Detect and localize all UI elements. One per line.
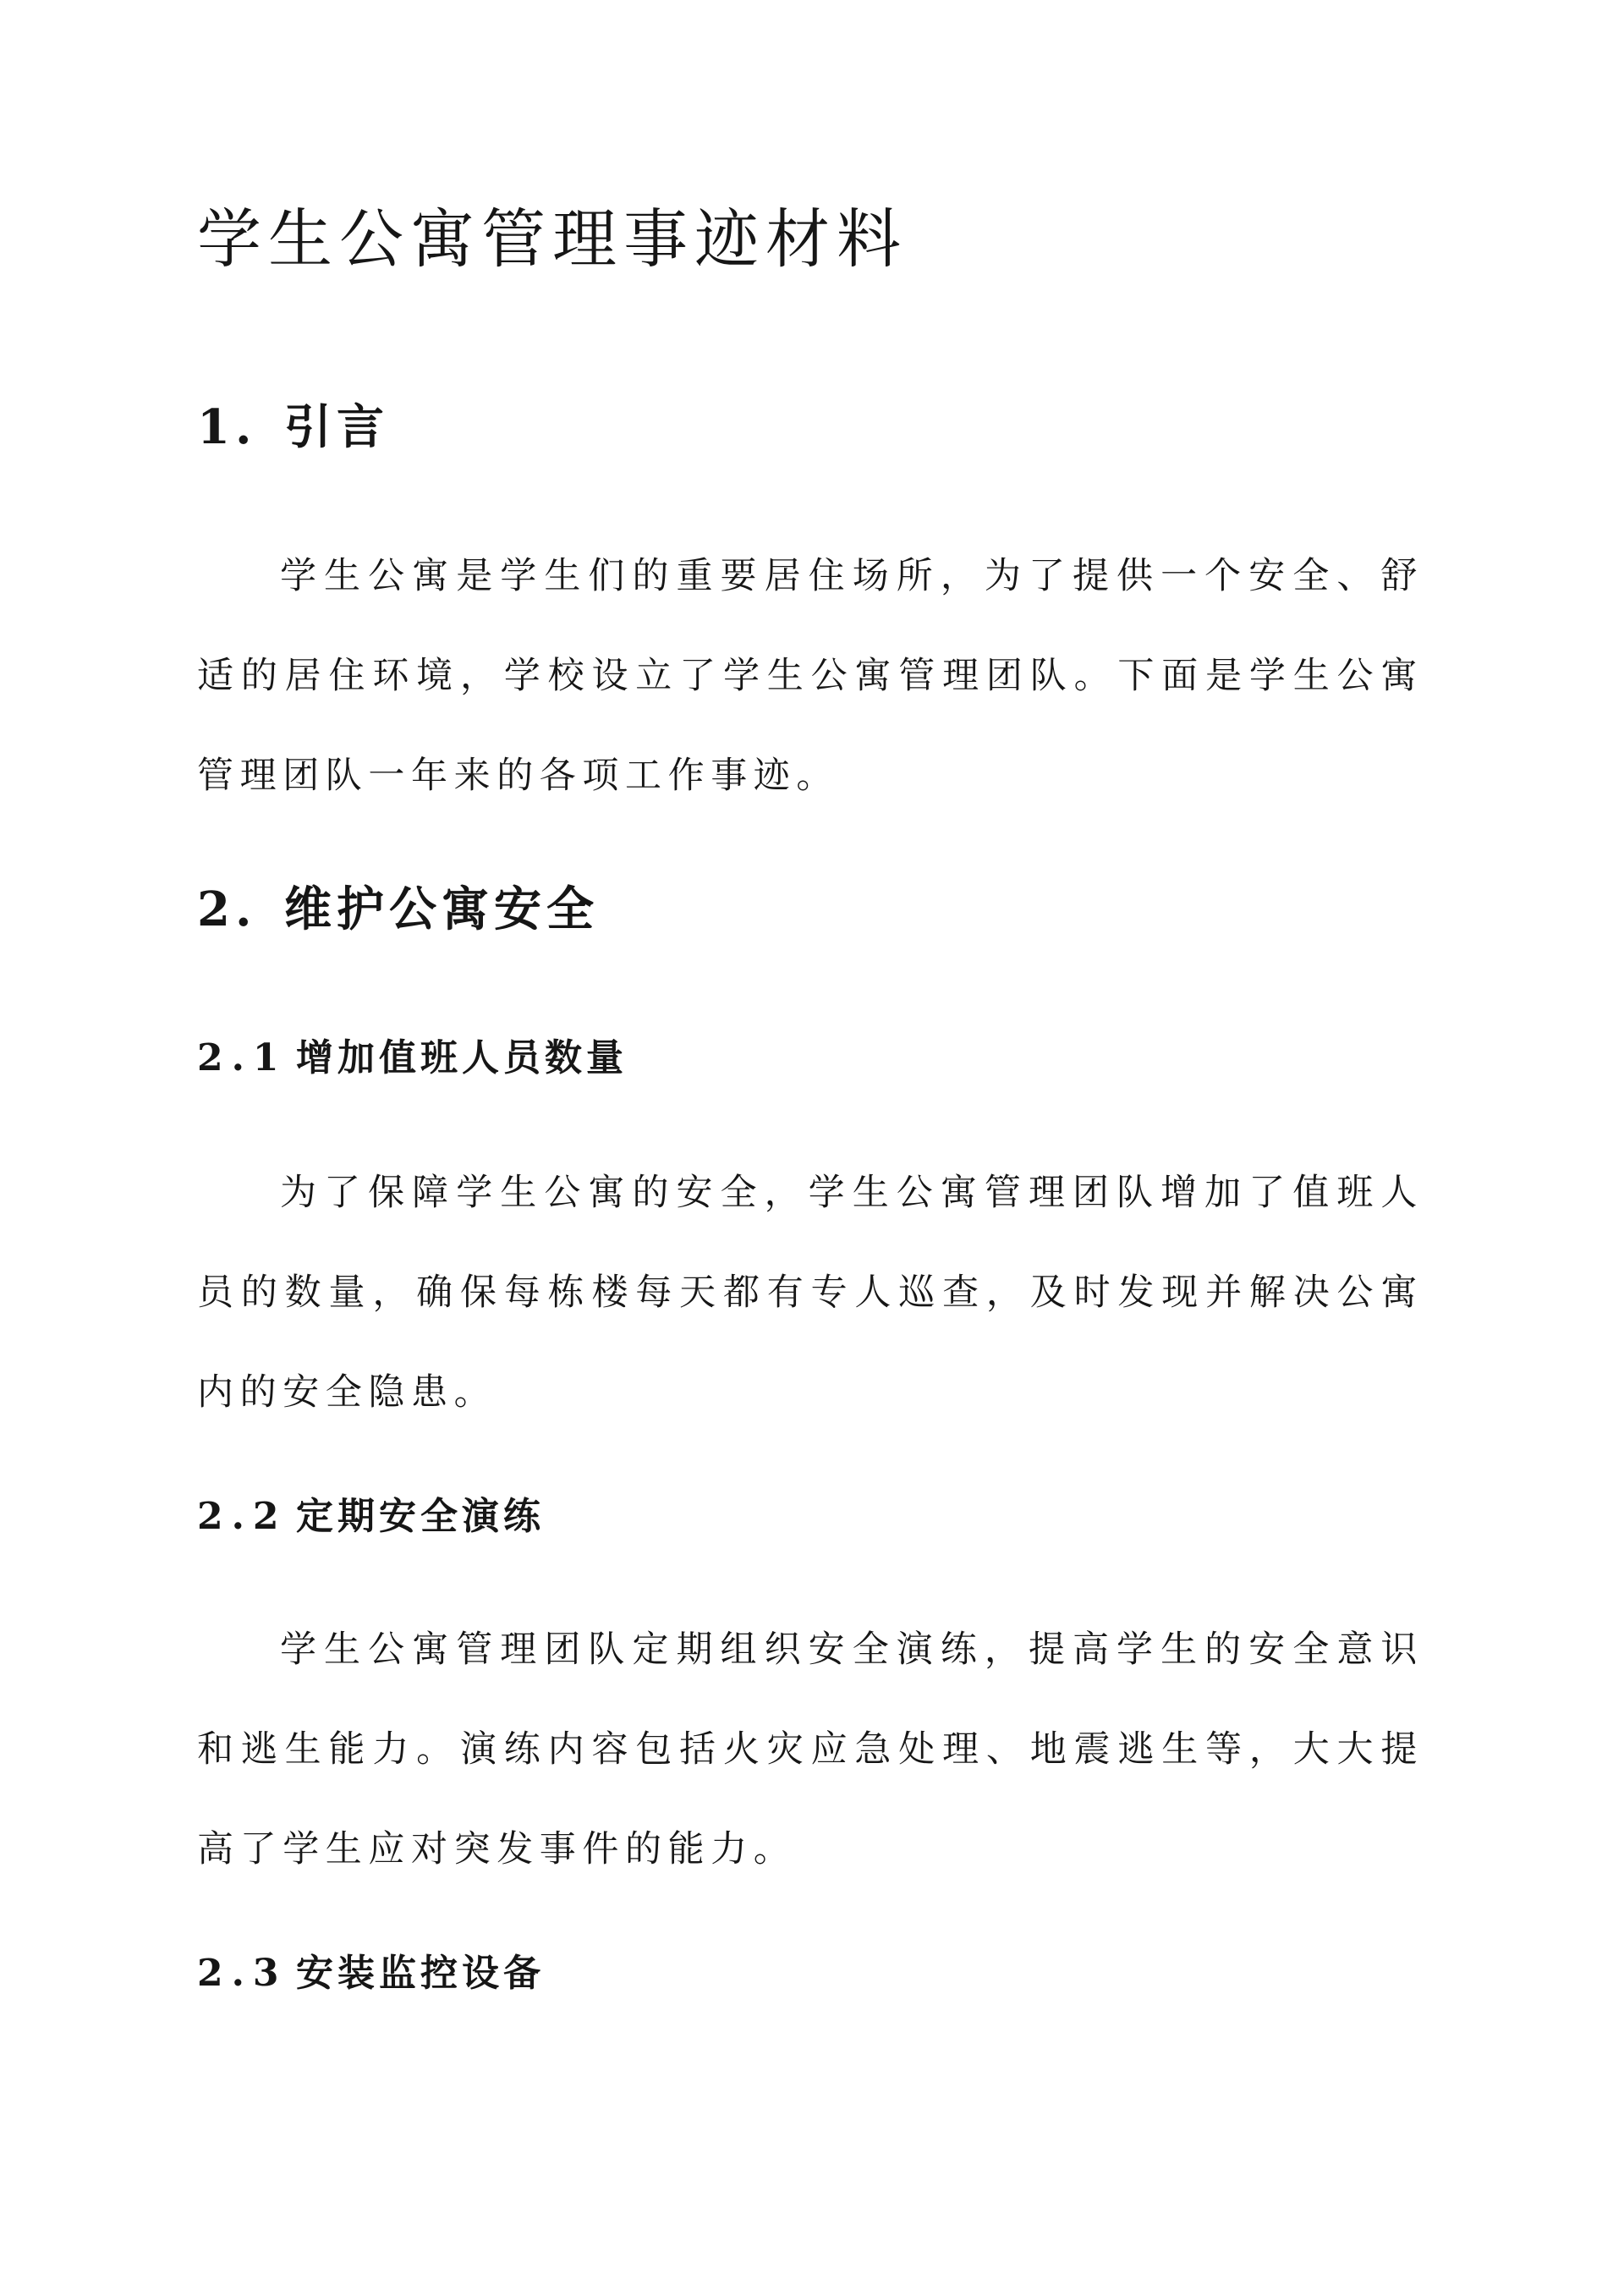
subsection-title: 定期安全演练 (296, 1495, 545, 1538)
subsection-heading-2-1 (197, 1035, 628, 1082)
subsection-heading-2-2 (197, 1493, 545, 1541)
subsection-title: 增加值班人员数量 (296, 1036, 628, 1079)
intro-paragraph: 学生公寓是学生们的重要居住场所，为了提供一个安全、舒适的居住环境，学校设立了学生公寓管理团队。下面是学生公寓管理团队一年来的各项工作事迹。 (197, 555, 1424, 797)
subsection-2-2-paragraph: 学生公寓管理团队定期组织安全演练，提高学生的安全意识和逃生能力。演练内容包括火灾应急处理、地震逃生等，大大提高了学生应对突发事件的能力。 (197, 1629, 1424, 1870)
section-title: 引言 (284, 399, 389, 455)
document-title: 学生公寓管理事迹材料 (197, 201, 908, 277)
section-title: 维护公寓安全 (284, 882, 599, 937)
subsection-number: 2.1 (197, 1036, 288, 1079)
subsection-heading-2-3 (197, 1950, 545, 1997)
section-number: 2. (197, 882, 257, 937)
subsection-title: 安装监控设备 (296, 1952, 545, 1995)
subsection-number: 2.3 (197, 1952, 288, 1995)
subsection-2-1-paragraph: 为了保障学生公寓的安全，学生公寓管理团队增加了值班人员的数量，确保每栋楼每天都有专人巡查，及时发现并解决公寓内的安全隐患。 (197, 1172, 1424, 1414)
subsection-number: 2.2 (197, 1495, 288, 1538)
section-number: 1. (197, 399, 257, 455)
section-heading-safety (197, 880, 599, 939)
section-heading-intro (197, 398, 389, 457)
